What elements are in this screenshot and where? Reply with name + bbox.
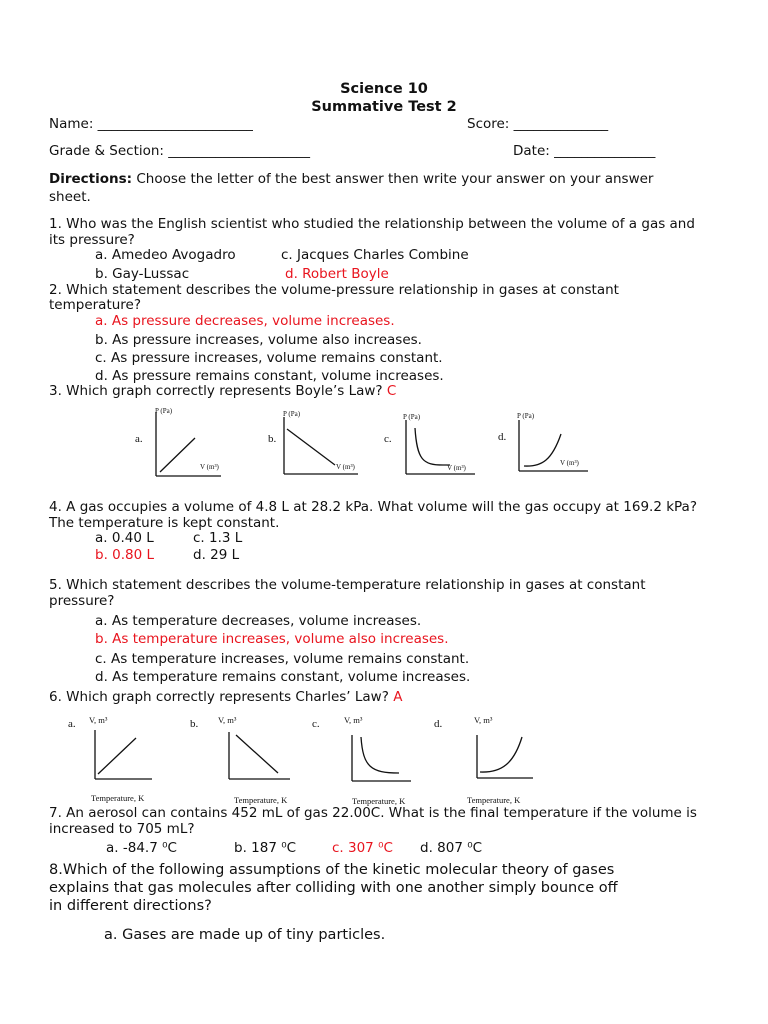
question-2-option-b: b. As pressure increases, volume also increases.: [95, 332, 422, 348]
question-4-option-d: d. 29 L: [193, 547, 240, 563]
graph-6b-y-label: V, m³: [218, 715, 237, 725]
graph-3a-x-label: V (m³): [200, 463, 219, 471]
question-2-stem: 2. Which statement describes the volume-pressure relationship in gases at constant: [49, 282, 619, 298]
question-5-option-b-answer: b. As temperature increases, volume also increases.: [95, 631, 449, 647]
name-field: Name: _______________________: [49, 116, 253, 132]
graph-6c-x-label: Temperature, K: [352, 796, 406, 806]
question-1-option-a: a. Amedeo Avogadro: [95, 247, 236, 263]
question-4-stem: 4. A gas occupies a volume of 4.8 L at 28.2 kPa. What volume will the gas occupy at 169.2 kPa?: [49, 499, 697, 515]
question-1-stem: 1. Who was the English scientist who studied the relationship between the volume of a gas and: [49, 216, 695, 232]
question-2-option-a-answer: a. As pressure decreases, volume increases.: [95, 313, 395, 329]
graph-3d-y-label: P (Pa): [517, 412, 535, 420]
graph-3c-x-label: V (m³): [447, 464, 466, 472]
question-4-option-c: c. 1.3 L: [193, 530, 243, 546]
graph-3b-x-label: V (m³): [336, 463, 355, 471]
graph-3c-y-label: P (Pa): [403, 413, 421, 421]
question-2-option-d: d. As pressure remains constant, volume increases.: [95, 368, 444, 384]
graph-6d-letter: d.: [434, 718, 443, 730]
directions-text: Choose the letter of the best answer then write your answer on your answer: [132, 171, 654, 187]
graph-6b-x-label: Temperature, K: [234, 795, 288, 805]
graph-6b-linear-decreasing: [228, 730, 294, 782]
directions-line: [49, 171, 653, 187]
graph-6d-y-label: V, m³: [474, 715, 493, 725]
question-3-stem: 3. Which graph correctly represents Boyle’s Law? C: [49, 383, 397, 399]
question-3-answer: C: [386, 383, 397, 399]
graph-3b-letter: b.: [268, 433, 277, 445]
graph-3b-y-label: P (Pa): [283, 410, 301, 418]
question-8-stem: 8.Which of the following assumptions of the kinetic molecular theory of gases: [49, 862, 615, 878]
graph-3a-y-label: P (Pa): [155, 407, 173, 415]
question-1-option-d-answer: d. Robert Boyle: [285, 266, 389, 282]
question-5-stem: 5. Which statement describes the volume-temperature relationship in gases at constant: [49, 577, 646, 593]
question-8-stem-2: explains that gas molecules after colliding with one another simply bounce off: [49, 880, 618, 896]
question-8-stem-3: in different directions?: [49, 898, 212, 914]
question-4-option-b-answer: b. 0.80 L: [95, 547, 155, 563]
question-7-stem: 7. An aerosol can contains 452 mL of gas 22.00C. What is the final temperature if the volume is: [49, 805, 697, 821]
question-5-option-d: d. As temperature remains constant, volume increases.: [95, 669, 471, 685]
directions-line-2: sheet.: [49, 189, 91, 205]
question-7-option-a: a. -84.7 ⁰C: [106, 840, 177, 856]
question-4-stem-2: The temperature is kept constant.: [49, 515, 280, 531]
graph-6d-x-label: Temperature, K: [467, 795, 521, 805]
graph-6c-letter: c.: [312, 718, 320, 730]
graph-6a-letter: a.: [68, 718, 76, 730]
graph-6a-x-label: Temperature, K: [91, 793, 145, 803]
question-7-stem-2: increased to 705 mL?: [49, 821, 195, 837]
question-7-option-d: d. 807 ⁰C: [420, 840, 483, 856]
date-field: Date: _______________: [513, 143, 656, 159]
question-6-stem: 6. Which graph correctly represents Charles’ Law? A: [49, 689, 403, 705]
graph-6c-y-label: V, m³: [344, 715, 363, 725]
question-5-stem-2: pressure?: [49, 593, 115, 609]
graph-3c-inverse-curve: [405, 418, 480, 478]
graph-6b-letter: b.: [190, 718, 199, 730]
score-field: Score: ______________: [467, 116, 609, 132]
page-title: Science 10: [340, 81, 428, 97]
question-1-option-c: c. Jacques Charles Combine: [281, 247, 469, 263]
graph-6a-y-label: V, m³: [89, 715, 108, 725]
graph-6a-linear-increasing: [94, 728, 156, 783]
graph-3d-exponential-curve: [518, 418, 593, 476]
graph-6c-inverse-curve: [351, 733, 415, 785]
graph-3c-letter: c.: [384, 433, 392, 445]
question-7-option-c-answer: c. 307 ⁰C: [332, 840, 393, 856]
graph-3a-letter: a.: [135, 433, 143, 445]
question-2-option-c: c. As pressure increases, volume remains constant.: [95, 350, 443, 366]
directions-label: Directions:: [49, 171, 133, 187]
graph-3d-x-label: V (m³): [560, 459, 579, 467]
question-5-option-c: c. As temperature increases, volume remains constant.: [95, 651, 470, 667]
question-8-option-a: a. Gases are made up of tiny particles.: [104, 927, 386, 943]
grade-section-field: Grade & Section: _____________________: [49, 143, 311, 159]
graph-3d-letter: d.: [498, 431, 507, 443]
question-1-stem-2: its pressure?: [49, 232, 135, 248]
question-7-option-b: b. 187 ⁰C: [234, 840, 297, 856]
question-5-option-a: a. As temperature decreases, volume increases.: [95, 613, 422, 629]
question-6-answer: A: [393, 689, 403, 705]
question-1-option-b: b. Gay-Lussac: [95, 266, 190, 282]
question-2-stem-2: temperature?: [49, 297, 142, 313]
graph-6d-exponential-curve: [476, 733, 538, 783]
question-4-option-a: a. 0.40 L: [95, 530, 154, 546]
page-subtitle: Summative Test 2: [311, 99, 457, 115]
